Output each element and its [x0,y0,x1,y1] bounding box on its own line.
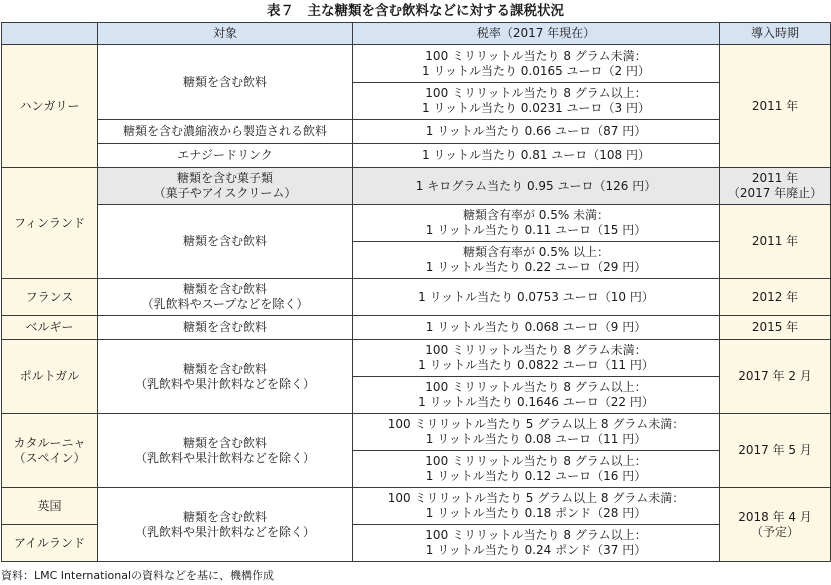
table-row [2,205,831,242]
header-country [2,23,98,45]
rate-line: 100 ミリリットル当たり 8 グラム以上： [425,380,647,394]
rate-line: 糖類含有率が 0.5% 以上： [462,245,610,259]
rate-cell [353,242,720,279]
target-line: 糖類を含む飲料 [182,509,267,524]
rate-line: 100 ミリリットル当たり 8 グラム未満： [425,48,647,63]
rate-line: 糖類含有率が 0.5% 未満： [462,208,610,222]
rate-cell: 1 キログラム当たり 0.95 ユーロ（126 円） [353,168,720,205]
table-row [2,279,831,316]
date-cell [720,168,831,205]
rate-cell: 1 リットル当たり 0.81 ユーロ（108 円） [353,144,720,168]
target-cell: エナジードリンク [98,144,353,168]
rate-line: 1 リットル当たり 0.0165 ユーロ（2 円） [421,63,651,78]
target-line: （菓子やアイスクリーム） [153,186,297,200]
rate-line: 100 ミリリットル当たり 8 グラム以上： [425,528,647,542]
date-line: （2017 年廃止） [727,186,823,200]
target-line: （乳飲料やスープなどを除く） [141,297,309,311]
table-row [2,340,831,377]
header-rate: 税率（2017 年現在） [353,23,720,45]
target-line: （乳飲料や果汁飲料などを除く） [134,450,315,465]
rate-cell [353,377,720,414]
target-cell: 糖類を含む飲料 [98,205,353,279]
rate-line: 1 リットル当たり 0.22 ユーロ（29 円） [425,260,647,274]
target-line: 糖類を含む飲料 [182,435,267,450]
tax-table [1,22,831,562]
target-cell [98,488,353,562]
date-cell: 2011 年 [720,45,831,168]
rate-cell: 1 リットル当たり 0.66 ユーロ（87 円） [353,120,720,144]
rate-line: 100 ミリリットル当たり 8 グラム以上： [425,454,647,468]
country-line: カタルーニャ [13,435,86,450]
header-date: 導入時期 [720,23,831,45]
table-row [2,414,831,451]
target-cell [98,414,353,488]
target-cell: 糖類を含む飲料 [98,316,353,340]
rate-line: 1 リットル当たり 0.18 ポンド（28 円） [425,506,647,520]
date-cell: 2017 年 5 月 [720,414,831,488]
date-cell [720,488,831,562]
country-hungary: ハンガリー [2,45,98,168]
target-cell: 糖類を含む濃縮液から製造される飲料 [98,120,353,144]
rate-cell [353,340,720,377]
header-target: 対象 [98,23,353,45]
rate-line: 1 リットル当たり 0.24 ポンド（37 円） [425,543,647,557]
target-cell: 糖類を含む飲料 [98,45,353,120]
rate-cell [353,83,720,120]
rate-line: 1 リットル当たり 0.1646 ユーロ（22 円） [418,395,654,409]
target-line: （乳飲料や果汁飲料などを除く） [134,524,315,539]
rate-cell [353,451,720,488]
rate-line: 100 ミリリットル当たり 5 グラム以上 8 グラム未満： [387,417,685,431]
country-uk: 英国 [2,488,98,525]
rate-cell [353,488,720,525]
rate-cell [353,205,720,242]
target-cell [98,168,353,205]
source-note: 資料：LMC Internationalの資料などを基に、機構作成 [1,569,275,582]
table-row [2,488,831,525]
rate-line: 100 ミリリットル当たり 5 グラム以上 8 グラム未満： [387,491,685,505]
country-line: （スペイン） [13,450,86,465]
target-line: （乳飲料や果汁飲料などを除く） [134,376,315,391]
date-line: （予定） [750,524,799,539]
rate-line: 1 リットル当たり 0.0822 ユーロ（11 円） [418,358,654,372]
date-line: 2018 年 4 月 [738,509,812,524]
table-row [2,144,831,168]
country-catalonia [2,414,98,488]
rate-line: 1 リットル当たり 0.0231 ユーロ（3 円） [421,101,651,115]
country-belgium: ベルギー [2,316,98,340]
table-row [2,316,831,340]
rate-line: 100 ミリリットル当たり 8 グラム以上： [425,86,647,100]
date-cell: 2017 年 2 月 [720,340,831,414]
target-line: 糖類を含む飲料 [182,361,267,376]
table-row [2,45,831,83]
rate-line: 100 ミリリットル当たり 8 グラム未満： [425,343,647,357]
rate-cell: 1 リットル当たり 0.0753 ユーロ（10 円） [353,279,720,316]
date-line: 2011 年 [751,171,799,185]
target-line: 糖類を含む菓子類 [176,171,273,185]
table-row [2,120,831,144]
date-cell: 2012 年 [720,279,831,316]
rate-line: 1 リットル当たり 0.12 ユーロ（16 円） [425,469,647,483]
rate-cell: 1 リットル当たり 0.068 ユーロ（9 円） [353,316,720,340]
rate-line: 1 リットル当たり 0.11 ユーロ（15 円） [425,223,647,237]
rate-cell [353,525,720,562]
target-cell [98,279,353,316]
date-cell: 2015 年 [720,316,831,340]
country-portugal: ポルトガル [2,340,98,414]
table-title: 表７ 主な糖類を含む飲料などに対する課税状況 [267,3,564,19]
country-finland: フィンランド [2,168,98,279]
rate-cell [353,414,720,451]
country-ireland: アイルランド [2,525,98,562]
date-cell: 2011 年 [720,205,831,279]
target-cell [98,340,353,414]
rate-line: 1 リットル当たり 0.08 ユーロ（11 円） [425,432,647,446]
country-france: フランス [2,279,98,316]
table-row [2,168,831,205]
target-line: 糖類を含む飲料 [182,282,267,296]
header-row [2,23,831,45]
rate-cell [353,45,720,83]
